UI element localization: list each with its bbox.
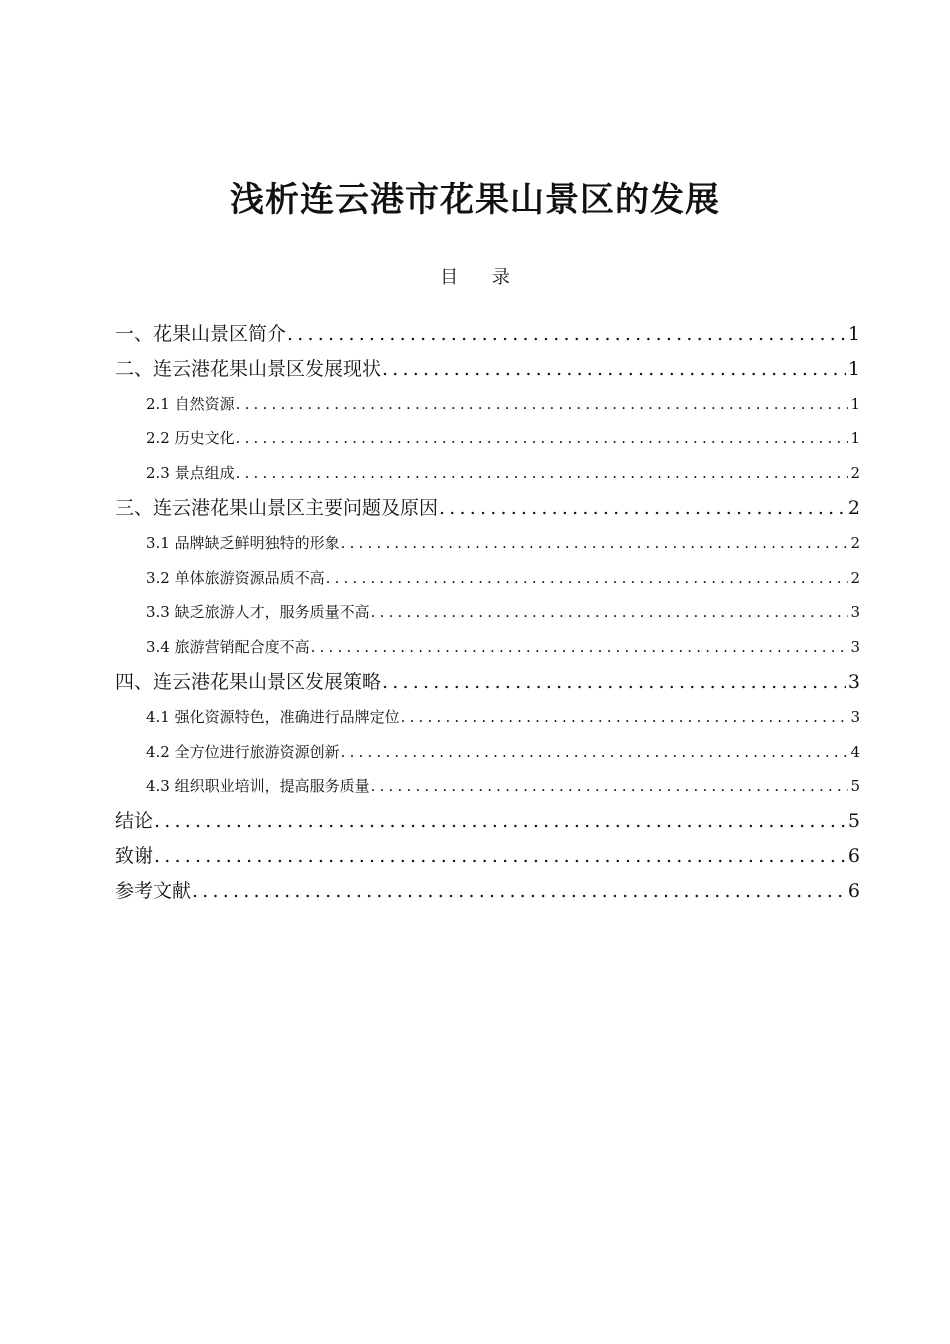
toc-entry-text: 一、花果山景区简介	[115, 323, 287, 345]
toc-entry-text: 2.1 自然资源	[146, 394, 235, 413]
toc-entry-text: 参考文献	[115, 879, 192, 902]
toc-dot-leader	[341, 526, 848, 561]
toc-dot-leader	[154, 804, 846, 839]
toc-dot-leader	[236, 421, 848, 456]
toc-page-number: 2	[850, 568, 860, 587]
toc-dot-leader	[287, 317, 846, 352]
toc-page-number: 1	[850, 429, 860, 448]
toc-entry-3-2[interactable]	[115, 561, 860, 596]
toc-entry-text: 4.1 强化资源特色，准确进行品牌定位	[146, 707, 400, 726]
toc-entry-4-3[interactable]	[115, 769, 860, 804]
toc-dot-leader	[326, 561, 848, 596]
toc-dot-leader	[341, 735, 848, 770]
toc-entry-text: 2.3 景点组成	[146, 464, 235, 483]
toc-page-number: 4	[850, 742, 860, 761]
toc-entry-text: 3.1 品牌缺乏鲜明独特的形象	[146, 533, 340, 552]
toc-page-number: 6	[847, 844, 860, 867]
toc-page-number: 3	[850, 638, 860, 657]
toc-entry-text: 3.4 旅游营销配合度不高	[146, 638, 310, 657]
toc-entry-text: 四、连云港花果山景区发展策略	[115, 670, 382, 693]
toc-entry-text: 致谢	[115, 844, 154, 867]
toc-entry-4[interactable]	[115, 665, 860, 700]
toc-page-number: 3	[850, 707, 860, 726]
toc-page-number: 5	[850, 777, 860, 796]
toc-dot-leader	[382, 352, 846, 387]
toc-dot-leader	[382, 665, 846, 700]
toc-entry-references[interactable]	[115, 874, 860, 909]
toc-entry-4-2[interactable]	[115, 735, 860, 770]
toc-page-number: 1	[847, 357, 860, 380]
toc-page-number: 3	[847, 670, 860, 693]
toc-dot-leader	[371, 769, 848, 804]
toc-dot-leader	[236, 456, 848, 491]
toc-dot-leader	[192, 874, 846, 909]
toc-entry-conclusion[interactable]	[115, 804, 860, 839]
toc-entry-text: 三、连云港花果山景区主要问题及原因	[115, 496, 439, 519]
toc-entry-3[interactable]	[115, 491, 860, 526]
toc-entry-text: 4.2 全方位进行旅游资源创新	[146, 742, 340, 761]
toc-dot-leader	[236, 387, 848, 422]
toc-entry-text: 结论	[115, 810, 154, 833]
toc-entry-2-1[interactable]	[115, 387, 860, 422]
toc-dot-leader	[439, 491, 846, 526]
toc-entry-1[interactable]	[115, 317, 860, 352]
toc-heading: 目 录	[440, 267, 524, 288]
toc-page-number: 2	[850, 533, 860, 552]
toc-entry-4-1[interactable]	[115, 700, 860, 735]
toc-entry-3-3[interactable]	[115, 595, 860, 630]
toc-entry-2[interactable]	[115, 352, 860, 387]
toc-dot-leader	[371, 595, 848, 630]
toc-page-number: 2	[847, 496, 860, 519]
toc-entry-3-1[interactable]	[115, 526, 860, 561]
toc-entry-2-3[interactable]	[115, 456, 860, 491]
toc-entry-text: 4.3 组织职业培训，提高服务质量	[146, 777, 370, 796]
toc-entry-3-4[interactable]	[115, 630, 860, 665]
toc-page-number: 2	[850, 464, 860, 483]
toc-entry-text: 3.2 单体旅游资源品质不高	[146, 568, 325, 587]
toc-entry-text: 二、连云港花果山景区发展现状	[115, 357, 382, 380]
toc-entry-text: 2.2 历史文化	[146, 429, 235, 448]
toc-page-number: 1	[850, 394, 860, 413]
toc-dot-leader	[311, 630, 848, 665]
toc-page-number: 1	[847, 323, 860, 345]
toc-dot-leader	[154, 839, 846, 874]
document-title: 浅析连云港市花果山景区的发展	[230, 180, 720, 220]
table-of-contents	[115, 317, 860, 909]
toc-entry-acknowledgements[interactable]	[115, 839, 860, 874]
toc-page-number: 5	[847, 810, 860, 833]
toc-page-number: 6	[847, 879, 860, 902]
toc-page-number: 3	[850, 603, 860, 622]
toc-entry-text: 3.3 缺乏旅游人才，服务质量不高	[146, 603, 370, 622]
toc-dot-leader	[401, 700, 848, 735]
toc-entry-2-2[interactable]	[115, 421, 860, 456]
